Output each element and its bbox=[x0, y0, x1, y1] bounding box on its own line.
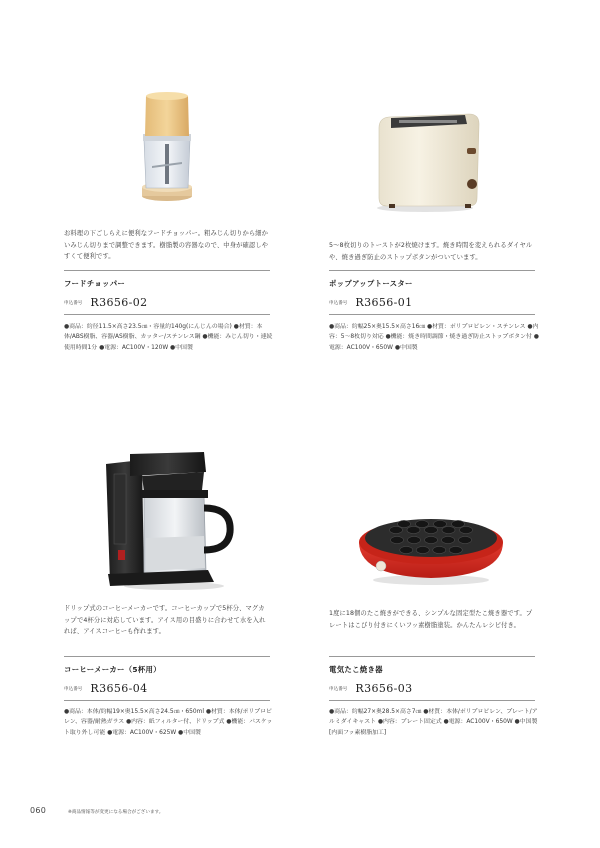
product-food-chopper bbox=[64, 82, 273, 351]
order-code-label: 申込番号 bbox=[64, 300, 83, 306]
order-code-label: 申込番号 bbox=[329, 686, 348, 692]
product-name: ポップアップトースター bbox=[329, 279, 413, 288]
toaster-photo bbox=[329, 82, 533, 222]
takoyaki-well bbox=[416, 546, 429, 553]
divider bbox=[64, 656, 270, 657]
order-code-row bbox=[64, 678, 148, 697]
product-specs: ●商品：本体/約幅19×奥15.5×高さ24.5㎝・650ml ●材質：本体/ポリプロピレン、容器/耐熱ガラス ●内容：紙フィルター付、ドリップ式 ●機能：バスケット取り外し可能 ●電源：AC100V・625W ●中国製 bbox=[64, 709, 273, 736]
takoyaki-well bbox=[442, 526, 455, 533]
takoyaki-maker-photo bbox=[329, 450, 533, 590]
takoyaki-well bbox=[390, 526, 403, 533]
takoyaki-well bbox=[434, 520, 447, 527]
page-number: 060 bbox=[30, 806, 47, 815]
takoyaki-well bbox=[452, 520, 465, 527]
divider bbox=[64, 270, 270, 271]
takoyaki-well bbox=[400, 546, 413, 553]
takoyaki-well bbox=[442, 536, 455, 543]
divider bbox=[64, 314, 270, 315]
order-code-label: 申込番号 bbox=[329, 300, 348, 306]
order-code: R3656-02 bbox=[90, 296, 148, 309]
order-code: R3656-04 bbox=[90, 682, 148, 695]
takoyaki-well bbox=[416, 520, 429, 527]
takoyaki-well bbox=[449, 546, 462, 553]
divider bbox=[329, 270, 535, 271]
order-code-label: 申込番号 bbox=[64, 686, 83, 692]
product-description: お料理の下ごしらえに便利なフードチョッパー。粗みじん切りから細かいみじん切りまで調整できます。樹脂製の容器なので、中身が確認しやすくて便利です。 bbox=[64, 230, 269, 260]
order-code-row bbox=[64, 292, 148, 311]
product-description: 1度に18個のたこ焼きができる、シンプルな固定型たこ焼き器です。プレートはこびり付きにくいフッ素樹脂塗装。かんたんレシピ付き。 bbox=[329, 610, 533, 629]
product-takoyaki-maker bbox=[329, 450, 538, 736]
takoyaki-well bbox=[398, 520, 411, 527]
divider bbox=[329, 656, 535, 657]
product-description: ドリップ式のコーヒーメーカーです。コーヒーカップで5杯分、マグカップで4杯分に対応しています。アイス用の目盛りに合わせて水を入れれば、アイスコーヒーも作れます。 bbox=[64, 605, 266, 635]
takoyaki-well bbox=[407, 526, 420, 533]
order-code-row bbox=[329, 292, 413, 311]
product-popup-toaster bbox=[329, 82, 539, 351]
takoyaki-well bbox=[408, 536, 421, 543]
product-coffee-maker bbox=[64, 450, 273, 736]
takoyaki-well bbox=[425, 536, 438, 543]
product-name: コーヒーメーカー（5杯用） bbox=[64, 665, 161, 674]
food-chopper-photo bbox=[64, 82, 268, 222]
divider bbox=[329, 700, 535, 701]
product-name: 電気たこ焼き器 bbox=[329, 665, 383, 674]
product-description: 5～8枚切りのトーストが2枚焼けます。焼き時間を変えられるダイヤルや、焼き過ぎ防止のストップボタンがついています。 bbox=[329, 242, 533, 261]
footer-note: ※商品情報等が変更になる場合がございます。 bbox=[68, 810, 164, 815]
product-specs: ●商品：約幅27×奥28.5×高さ7㎝ ●材質：本体/ポリプロピレン、プレート/アルミダイキャスト ●内容：プレート固定式 ●電源：AC100V・650W ●中国製 [内面フッ素樹脂加工] bbox=[329, 709, 538, 736]
product-name: フードチョッパー bbox=[64, 279, 126, 288]
order-code: R3656-03 bbox=[355, 682, 413, 695]
takoyaki-well bbox=[460, 526, 473, 533]
product-specs: ●商品：約径11.5×高さ23.5㎝・容量約140g(にんじんの場合) ●材質：本体/ABS樹脂、容器/AS樹脂、カッター/ステンレス鋼 ●機能：みじん切り・連続使用時間1分 ●電源：AC100V・120W ●中国製 bbox=[64, 324, 273, 351]
product-specs: ●商品：約幅25×奥15.5×高さ16㎝ ●材質：ポリプロピレン・ステンレス ●内容：5～8枚切り対応 ●機能：焼き時間調節・焼き過ぎ防止ストップボタン付 ●電源：AC100V・650W ●中国製 bbox=[329, 324, 539, 351]
coffee-maker-photo bbox=[64, 450, 268, 595]
order-code: R3656-01 bbox=[355, 296, 413, 309]
takoyaki-well bbox=[433, 546, 446, 553]
takoyaki-well bbox=[459, 536, 472, 543]
divider bbox=[329, 314, 535, 315]
takoyaki-well bbox=[391, 536, 404, 543]
order-code-row bbox=[329, 678, 413, 697]
takoyaki-well bbox=[425, 526, 438, 533]
divider bbox=[64, 700, 270, 701]
